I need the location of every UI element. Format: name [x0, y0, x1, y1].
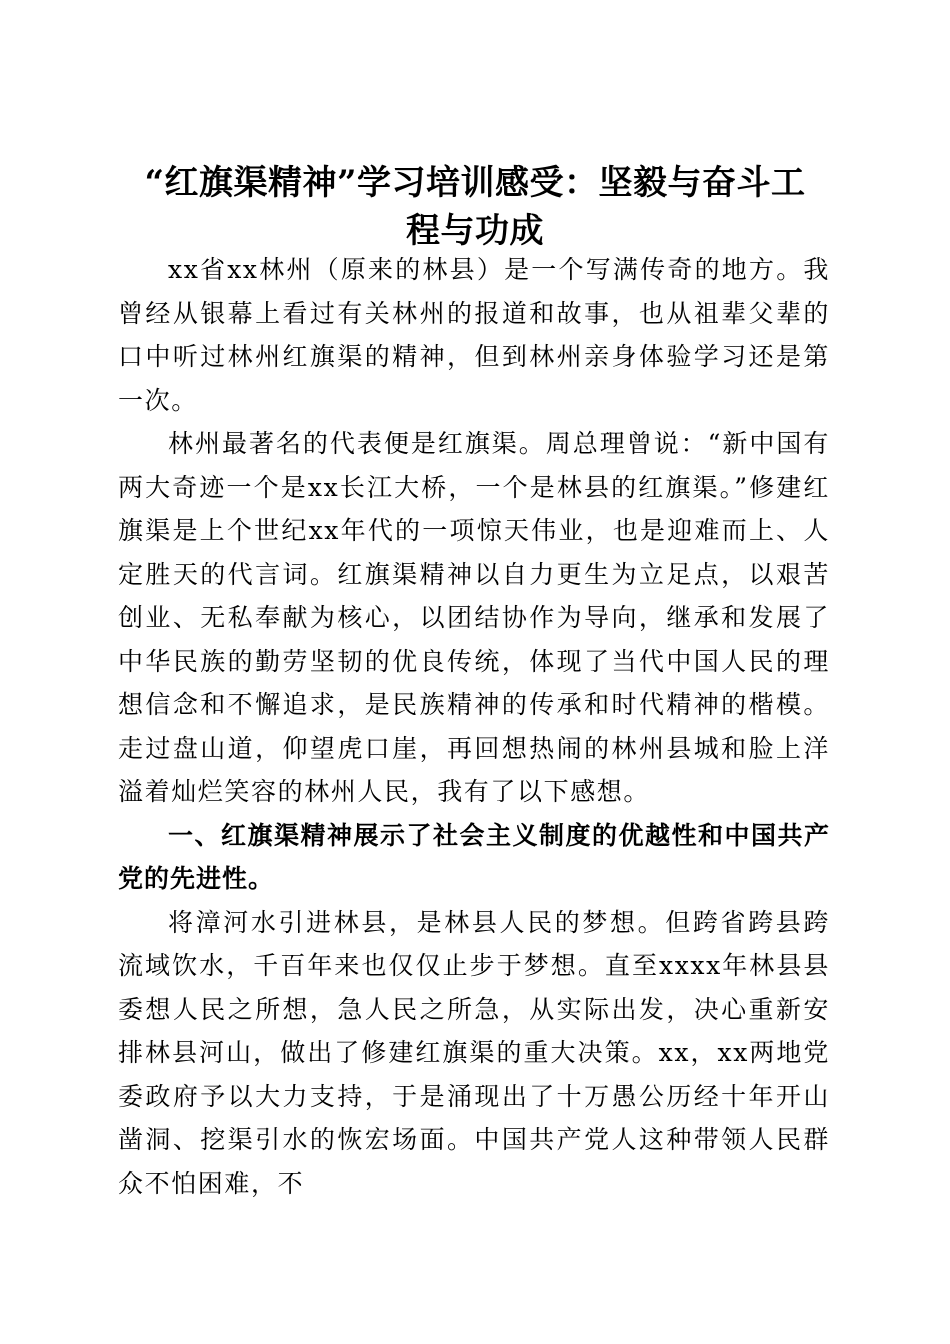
- section-1-heading: 一、红旗渠精神展示了社会主义制度的优越性和中国共产党的先进性。: [118, 820, 830, 893]
- intro-paragraph: xx省xx林州（原来的林县）是一个写满传奇的地方。我曾经从银幕上看过有关林州的报道和故事，也从祖辈父辈的口中听过林州红旗渠的精神，但到林州亲身体验学习还是第一次。: [118, 255, 830, 415]
- red-flag-canal-paragraph: 林州最著名的代表便是红旗渠。周总理曾说：“新中国有两大奇迹一个是xx长江大桥，一个是林县的红旗渠。”修建红旗渠是上个世纪xx年代的一项惊天伟业，也是迎难而上、人定胜天的代言词。红旗渠精神以自力更生为立足点，以艰苦创业、无私奉献为核心，以团结协作为导向，继承和发展了中华民族的勤劳坚韧的优良传统，体现了当代中国人民的理想信念和不懈追求，是民族精神的传承和时代精神的楷模。走过盘山道，仰望虎口崖，再回想热闹的林州县城和脸上洋溢着灿烂笑容的林州人民，我有了以下感想。: [118, 429, 830, 806]
- title-line-1: “红旗渠精神”学习培训感受：坚毅与奋斗工: [144, 162, 806, 203]
- document-body: [118, 248, 830, 1205]
- section-1-paragraph: 将漳河水引进林县，是林县人民的梦想。但跨省跨县跨流域饮水，千百年来也仅仅止步于梦想。直至xxxx年林县县委想人民之所想，急人民之所急，从实际出发，决心重新安排林县河山，做出了修建红旗渠的重大决策。xx，xx两地党委政府予以大力支持，于是涌现出了十万愚公历经十年开山凿洞、挖渠引水的恢宏场面。中国共产党人这种带领人民群众不怕困难，不: [118, 907, 830, 1198]
- title-line-2: 程与功成: [406, 210, 544, 251]
- document-title: [110, 159, 840, 255]
